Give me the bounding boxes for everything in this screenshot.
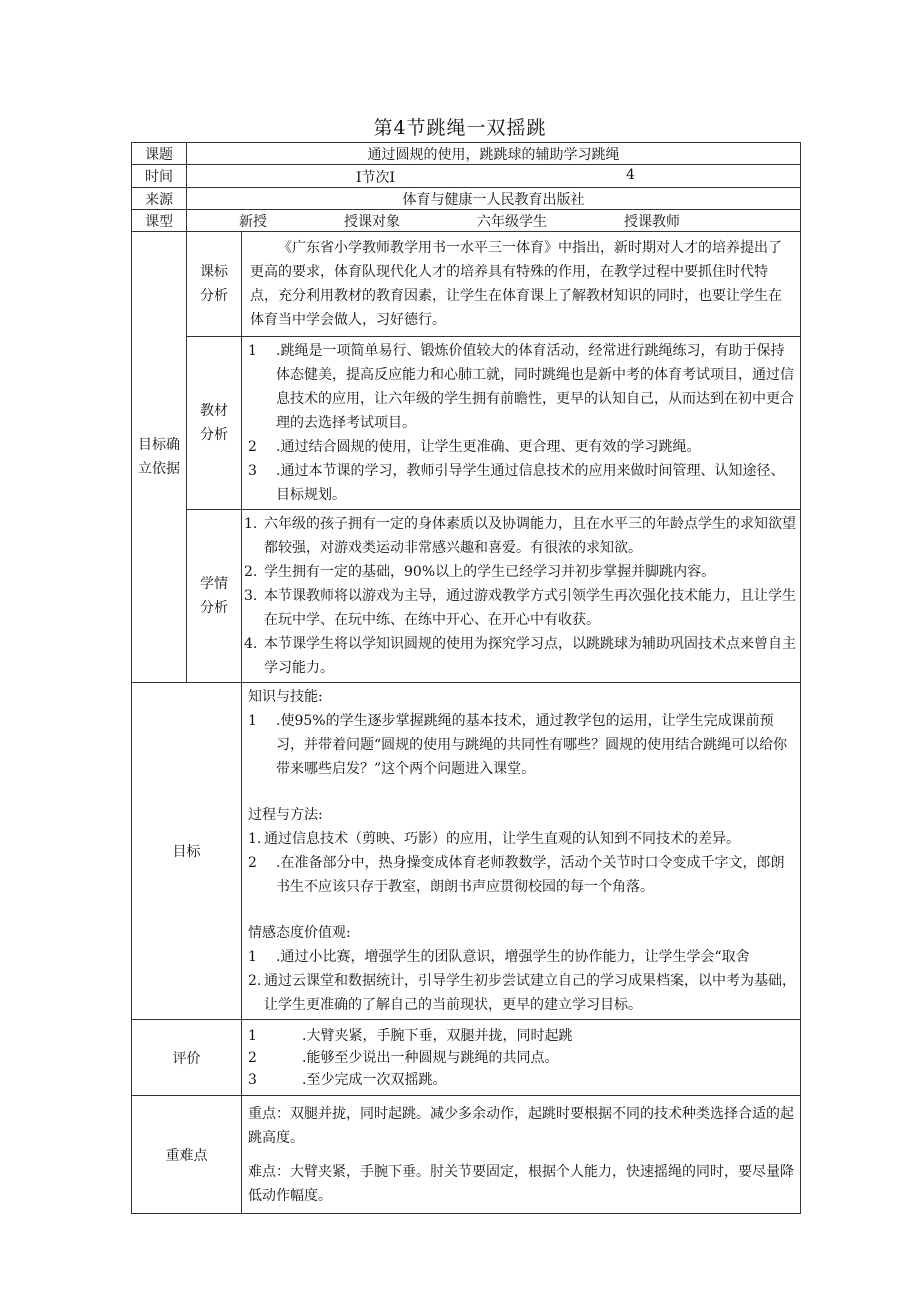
type-label: 课型 [132, 210, 187, 232]
source-row [132, 188, 801, 210]
goals-label: 目标 [132, 683, 242, 1020]
evaluation-item: 2 .能够至少说出一种圆规与跳绳的共同点。 [248, 1049, 559, 1066]
lesson-plan-table [131, 142, 801, 1214]
material-list [242, 337, 801, 510]
students-row [132, 510, 801, 683]
goals-row [132, 683, 801, 1020]
basis-label: 目标确立依据 [132, 232, 187, 683]
topic-value: 通过圆规的使用，跳跳球的辅助学习跳绳 [187, 143, 801, 165]
material-item: 1 .跳绳是一项简单易行、锻炼价值较大的体育活动，经常进行跳绳练习，有助于保持体态健美，提高反应能力和心肺工就，同时跳绳也是新中考的体育考试项目，通过信息技术的应用，让六年级的学生拥有前瞻性，更早的认知自己，从而达到在初中更合理的去选择考试项目。 [248, 343, 794, 431]
type-row [132, 210, 801, 232]
material-label: 教材分析 [187, 337, 242, 510]
topic-row [132, 143, 801, 165]
material-row [132, 337, 801, 510]
difficult-point-text: 难点：大臂夹紧，手腕下垂。肘关节要固定，根据个人能力，快速摇绳的同时，要尽量降低动作幅度。 [248, 1163, 794, 1204]
material-item: 3 .通过本节课的学习，教师引导学生通过信息技术的应用来做时间管理、认知途径、目标规划。 [248, 463, 785, 503]
evaluation-label: 评价 [132, 1020, 242, 1096]
type-new: 新授 [239, 213, 267, 230]
evaluation-list [242, 1020, 801, 1096]
process-item: 1. 通过信息技术（剪映、巧影）的应用，让学生直观的认知到不同技术的差异。 [248, 831, 740, 847]
key-points-content [242, 1096, 801, 1214]
evaluation-item: 3 .至少完成一次双摇跳。 [248, 1071, 447, 1088]
key-point-text: 重点：双腿并拢，同时起跳。减少多余动作，起跳时要根据不同的技术种类选择合适的起跳高度。 [248, 1105, 794, 1146]
type-teacher-label: 授课教师 [624, 213, 680, 230]
evaluation-row [132, 1020, 801, 1096]
page-title: 第4节跳绳一双摇跳 [373, 117, 547, 139]
knowledge-item: 1 .使95%的学生逐步掌握跳绳的基本技术，通过教学包的运用，让学生完成课前预习，并带着问题“圆规的使用与跳绳的共同性有哪些？圆规的使用结合跳绳可以给你带来哪些启发？”这个两个问题进入课堂。 [248, 713, 788, 777]
students-item: 4. 本节课学生将以学知识圆规的使用为探究学习点，以跳跳球为辅助巩固技术点来曾自主学习能力。 [244, 636, 796, 676]
time-label: 时间 [132, 165, 187, 188]
knowledge-heading: 知识与技能: [248, 689, 323, 705]
time-period: I节次I [356, 170, 396, 186]
students-item: 3. 本节课教师将以游戏为主导，通过游戏教学方式引领学生再次强化技术能力，且让学生在玩中学、在玩中练、在练中开心、在开心中有收获。 [244, 588, 796, 628]
students-item: 2. 学生拥有一定的基础，90%以上的学生已经学习并初步掌握并脚跳内容。 [244, 564, 716, 580]
attitude-item: 1 .通过小比赛，增强学生的团队意识，增强学生的协作能力，让学生学会“取舍 [248, 949, 750, 965]
time-value [187, 165, 801, 188]
topic-label: 课题 [132, 143, 187, 165]
source-label: 来源 [132, 188, 187, 210]
type-value [187, 210, 801, 232]
standard-row [132, 232, 801, 337]
students-label: 学情分析 [187, 510, 242, 683]
attitude-heading: 情感态度价值观: [248, 925, 351, 941]
evaluation-item: 1 .大臂夹紧，手腕下垂，双腿并拢，同时起跳 [248, 1027, 573, 1044]
key-points-label: 重难点 [132, 1096, 242, 1214]
standard-text: 《广东省小学教师教学用书一水平三一体育》中指出，新时期对人才的培养提出了更高的要求，体育队现代化人才的培养具有特殊的作用，在教学过程中要抓住时代特点，充分利用教材的教育因素，让学生在体育课上了解教材知识的同时，也要让学生在体育当中学会做人，习好德行。 [242, 232, 801, 337]
attitude-item: 2. 通过云课堂和数据统计，引导学生初步尝试建立自己的学习成果档案，以中考为基础，让学生更准确的了解自己的当前现状，更早的建立学习目标。 [248, 973, 796, 1013]
students-list [242, 510, 801, 683]
material-item: 2 .通过结合圆规的使用，让学生更准确、更合理、更有效的学习跳绳。 [248, 439, 701, 455]
standard-label: 课标分析 [187, 232, 242, 337]
key-points-row [132, 1096, 801, 1214]
source-value: 体育与健康一人民教育出版社 [187, 188, 801, 210]
goals-content [242, 683, 801, 1020]
process-heading: 过程与方法: [248, 807, 323, 823]
process-item: 2 .在准备部分中，热身操变成体育老师教数学，活动个关节时口令变成千字文，郎朗书生不应该只存于教室，朗朗书声应贯彻校园的每一个角落。 [248, 855, 785, 895]
type-audience-label: 授课对象 [344, 213, 400, 230]
time-row [132, 165, 801, 188]
students-item: 1. 六年级的孩子拥有一定的身体素质以及协调能力，且在水平三的年龄点学生的求知欲望都较强，对游戏类运动非常感兴趣和喜爱。有很浓的求知欲。 [244, 516, 796, 556]
time-count: 4 [626, 167, 635, 183]
type-audience: 六年级学生 [477, 213, 547, 230]
